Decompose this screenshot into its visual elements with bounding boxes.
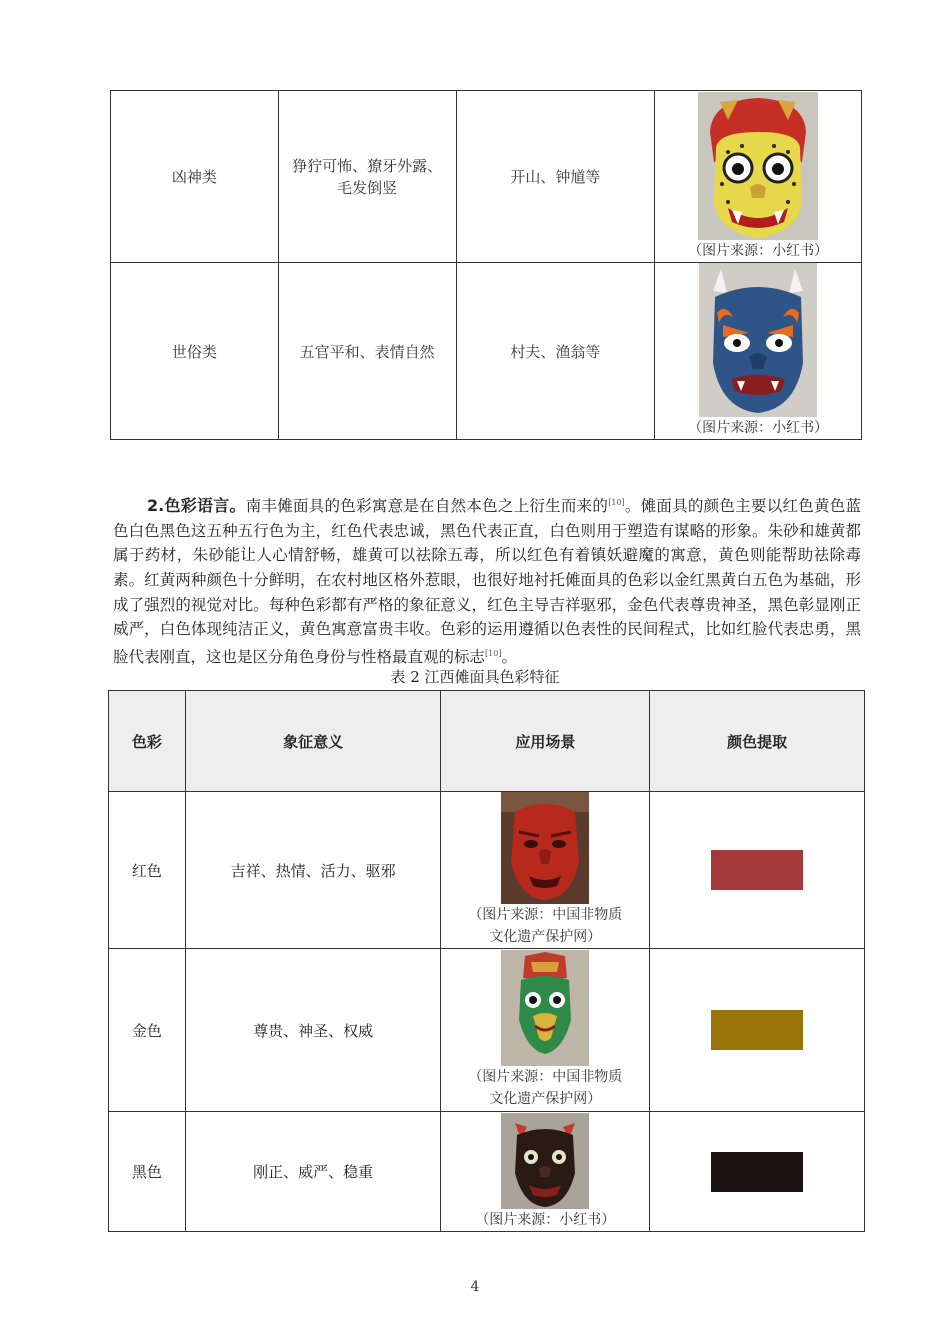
table-row — [111, 91, 862, 263]
color-name-cell: 红色 — [109, 792, 186, 949]
meaning-cell: 刚正、威严、稳重 — [185, 1112, 441, 1232]
table-title: 表 2 江西傩面具色彩特征 — [390, 668, 560, 686]
column-header: 色彩 — [109, 691, 186, 792]
swatch-cell — [650, 949, 865, 1112]
table-row — [109, 1112, 865, 1232]
mask-category-table — [110, 90, 862, 440]
color-swatch — [711, 1152, 803, 1192]
examples-cell: 村夫、渔翁等 — [456, 263, 655, 440]
examples-cell: 开山、钟馗等 — [456, 91, 655, 263]
image-cell — [655, 263, 862, 440]
column-header: 象征意义 — [185, 691, 441, 792]
color-swatch — [711, 850, 803, 890]
image-cell — [655, 91, 862, 263]
blue-horned-mask-icon — [699, 263, 817, 417]
gold-green-mask-icon — [501, 950, 589, 1066]
citation: [10] — [608, 498, 625, 507]
image-caption: （图片来源：小红书） — [688, 242, 829, 259]
section-heading: 2.色彩语言。 — [147, 496, 246, 516]
table-row — [111, 263, 862, 440]
image-caption: （图片来源：小红书） — [688, 420, 829, 436]
image-caption: （图片来源：小红书） — [475, 1211, 616, 1228]
column-header: 颜色提取 — [650, 691, 865, 792]
table-row — [109, 792, 865, 949]
table-header-row — [109, 691, 865, 792]
table-row — [109, 949, 865, 1112]
category-cell: 凶神类 — [111, 91, 279, 263]
black-horned-mask-icon — [501, 1113, 589, 1209]
features-cell: 五官平和、表情自然 — [278, 263, 456, 440]
color-name-cell: 金色 — [109, 949, 186, 1112]
image-caption: 文化遗产保护网） — [489, 1091, 602, 1107]
image-cell — [441, 792, 650, 949]
category-cell: 世俗类 — [111, 263, 279, 440]
color-language-paragraph: 2.色彩语言。南丰傩面具的色彩寓意是在自然本色之上衍生而来的[10]。傩面具的颜色主要以红色黄色蓝色白色黑色这五种五行色为主，红色代表忠诚，黑色代表正直，白色则用于塑造有谋略的形象。朱砂和雄黄都属于药材，朱砂能让人心情舒畅，雄黄可以祛除五毒，所以红色有着镇妖避魔的寓意，黄色则能帮助祛除毒素。红黄两种颜色十分鲜明，在农村地区格外惹眼，也很好地衬托傩面具的色彩以金红黑黄白五色为基础，形成了强烈的视觉对比。每种色彩都有严格的象征意义，红色主导吉祥驱邪，金色代表尊贵神圣，黑色彰显刚正威严，白色体现纯洁正义，黄色寓意富贵丰收。色彩的运用遵循以色表性的民间程式，比如红脸代表忠勇，黑脸代表刚直，这也是区分角色身份与性格最直观的标志[10]。 — [113, 496, 861, 666]
citation: [10] — [485, 648, 502, 658]
color-name-cell: 黑色 — [109, 1112, 186, 1232]
meaning-cell: 尊贵、神圣、权威 — [185, 949, 441, 1112]
swatch-cell — [650, 792, 865, 949]
image-cell — [441, 949, 650, 1112]
column-header: 应用场景 — [441, 691, 650, 792]
red-face-mask-icon — [501, 792, 589, 904]
image-caption: （图片来源：中国非物质 — [468, 907, 623, 923]
color-features-table — [108, 690, 865, 1232]
image-caption: （图片来源：中国非物质 — [468, 1069, 623, 1085]
yellow-demon-mask-icon — [698, 92, 818, 240]
features-cell: 狰狞可怖、獠牙外露、毛发倒竖 — [278, 91, 456, 263]
page-number: 4 — [470, 1279, 480, 1295]
swatch-cell — [650, 1112, 865, 1232]
image-cell — [441, 1112, 650, 1232]
meaning-cell: 吉祥、热情、活力、驱邪 — [185, 792, 441, 949]
image-caption: 文化遗产保护网） — [489, 929, 602, 945]
color-swatch — [711, 1010, 803, 1050]
